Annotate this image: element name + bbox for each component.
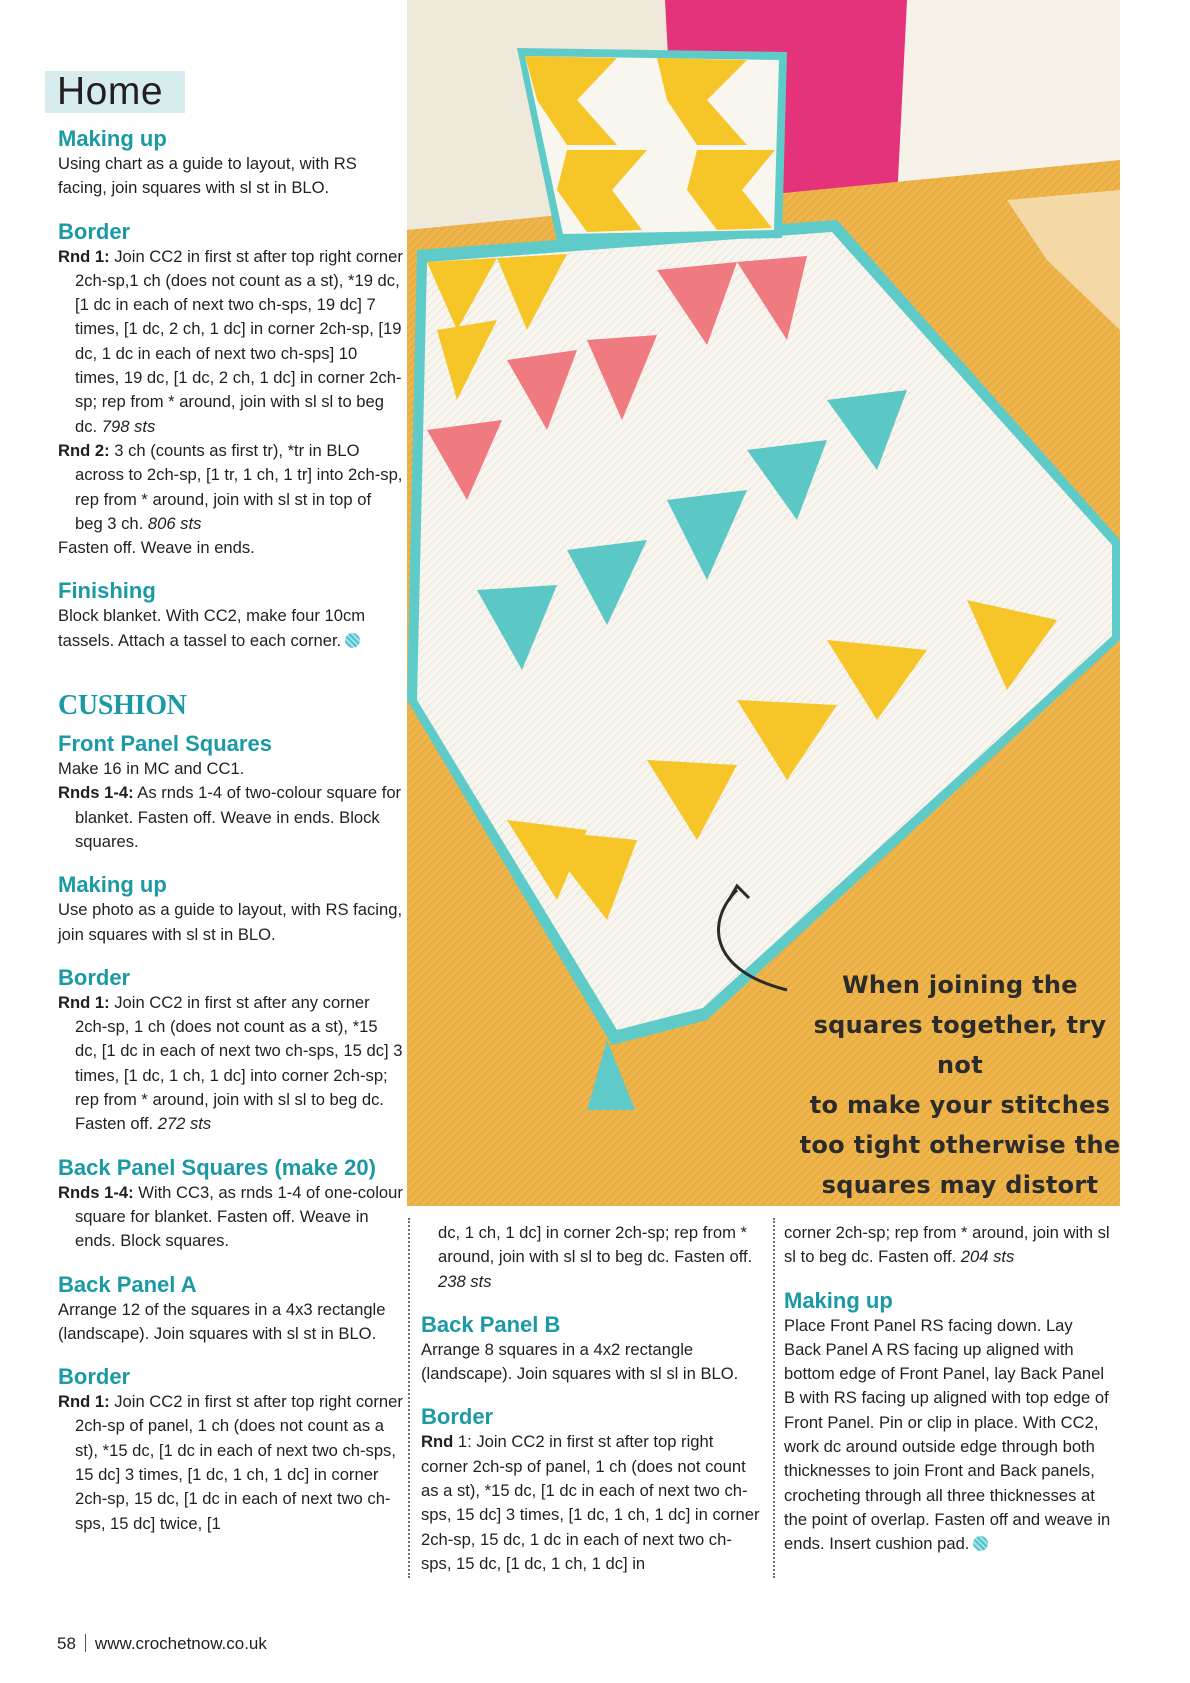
page-footer — [57, 1634, 267, 1654]
yarn-ball-icon — [973, 1536, 988, 1551]
cushion-heading: CUSHION — [58, 690, 187, 722]
rnd-label: Rnd 1: — [58, 992, 110, 1012]
continued-body: corner 2ch-sp; rep from * around, join with sl sl to beg dc. Fasten off. — [784, 1223, 1110, 1267]
yarn-ball-icon — [345, 633, 360, 648]
making-up-2-heading: Making up — [58, 872, 167, 898]
making-up-3-text — [784, 1314, 1114, 1557]
making-up-text: Using chart as a guide to layout, with RS facing, join squares with sl st in BLO. — [58, 154, 357, 198]
section-tag: Home — [45, 71, 185, 113]
continued-text — [421, 1221, 761, 1294]
rnd-text: Join CC2 in first st after any corner 2ch-sp, 1 ch (does not count as a st), *15 dc, [1 dc in each of next two ch-sps, 15 dc] 3 times, [1 dc, 1 ch, 1 dc] into corner 2ch-sp; rep from * around, join with sl sl to beg dc. Fasten off. — [75, 992, 403, 1134]
callout-line: too tight otherwise the — [799, 1131, 1121, 1159]
front-panel-make: Make 16 in MC and CC1. — [58, 759, 245, 779]
making-up-3-heading: Making up — [784, 1287, 893, 1313]
making-up-3-body: Place Front Panel RS facing down. Lay Back Panel A RS facing up aligned with bottom edge of Front Panel, lay Back Panel B with RS facing up aligned with top edge of Front Panel. Pin or clip in place. With CC2, work dc around outside edge through both thicknesses to join Front and Back panels, crocheting through all three thicknesses at the point of overlap. Fasten off and weave in ends. Insert cushion pad. — [784, 1315, 1111, 1554]
column-1 — [58, 126, 403, 1536]
stitch-count: 204 sts — [960, 1247, 1015, 1267]
finishing-heading: Finishing — [58, 578, 156, 604]
column-3 — [784, 1221, 1114, 1557]
rnd-label: Rnd — [421, 1432, 454, 1452]
rnd-label: Rnd 1: — [58, 246, 110, 266]
stitch-count: 798 sts — [101, 416, 156, 436]
rnd-text: With CC3, as rnds 1-4 of one-colour square for blanket. Fasten off. Weave in ends. Block squares. — [75, 1182, 403, 1251]
rnd-text: Join CC2 in first st after top right corner 2ch-sp,1 ch (does not count as a st), *19 dc, [1 dc in each of next two ch-sps, 19 dc] 7 times, [1 dc, 2 ch, 1 dc] in corner 2ch-sp, [19 dc, 1 dc in each of next two ch-sps] 10 times, 19 dc, [1 dc, 2 ch, 1 dc] in corner 2ch-sp; rep from * around, join with sl sl to beg dc. — [75, 246, 403, 436]
stitch-count: 272 sts — [157, 1114, 212, 1134]
fasten-off-text: Fasten off. Weave in ends. — [58, 538, 255, 558]
back-panel-rnds — [58, 1181, 403, 1254]
back-panel-squares-heading: Back Panel Squares (make 20) — [58, 1154, 376, 1180]
tip-callout — [790, 965, 1130, 1205]
rnd-label: Rnd 2: — [58, 440, 110, 460]
page-number: 58 — [57, 1634, 76, 1653]
back-panel-a-heading: Back Panel A — [58, 1271, 197, 1297]
stitch-count: 238 sts — [438, 1271, 492, 1291]
border-3-heading: Border — [58, 1364, 131, 1390]
footer-divider — [85, 1634, 86, 1652]
border-b-heading: Border — [421, 1404, 494, 1430]
callout-line: squares may distort — [821, 1171, 1099, 1199]
rnd-label: Rnds 1-4: — [58, 1182, 134, 1202]
callout-line: squares together, try not — [813, 1011, 1107, 1079]
back-panel-b-text: Arrange 8 squares in a 4x2 rectangle (landscape). Join squares with sl sl in BLO. — [421, 1339, 739, 1384]
border-rnd-1 — [58, 245, 403, 439]
border-2-heading: Border — [58, 964, 131, 990]
callout-line: When joining the — [842, 971, 1078, 999]
column-2 — [421, 1221, 761, 1576]
rnd-text: Join CC2 in first st after top right corner 2ch-sp of panel, 1 ch (does not count as a st), *15 dc, [1 dc in each of next two ch-sps, 15 dc] 3 times, [1 dc, 1 ch, 1 dc] in corner 2ch-sp, 15 dc, [1 dc in each of next two ch-sps, 15 dc] twice, [1 — [75, 1392, 403, 1533]
footer-url[interactable]: www.crochetnow.co.uk — [94, 1634, 267, 1653]
border-b-rnd-1 — [421, 1430, 761, 1576]
rnd-label: Rnd 1: — [58, 1392, 110, 1412]
rnd-text: 3 ch (counts as first tr), *tr in BLO across to 2ch-sp, [1 tr, 1 ch, 1 tr] into 2ch-sp, rep from * around, join with sl st in top of beg 3 ch. — [75, 440, 403, 533]
making-up-heading: Making up — [58, 126, 167, 151]
rnd-text: 1: Join CC2 in first st after top right corner 2ch-sp of panel, 1 ch (does not count as a st), *15 dc, [1 dc in each of next two ch-sps, 15 dc] 3 times, [1 dc, 1 ch, 1 dc] in corner 2ch-sp, 15 dc, 1 dc in each of next two ch-sps, 15 dc, [1 dc, 1 ch, 1 dc] in — [421, 1432, 760, 1573]
border-2-rnd-1 — [58, 991, 403, 1137]
border-3-rnd-1 — [58, 1390, 403, 1536]
front-panel-rnds — [58, 781, 403, 854]
stitch-count: 806 sts — [147, 513, 202, 533]
column-divider — [408, 1218, 410, 1578]
rnd-label: Rnds 1-4: — [58, 783, 134, 803]
continued-text — [784, 1221, 1114, 1270]
finishing-body: Block blanket. With CC2, make four 10cm tassels. Attach a tassel to each corner. — [58, 606, 366, 650]
border-rnd-2 — [58, 439, 403, 536]
callout-line: to make your stitches — [809, 1091, 1111, 1119]
yellow-cushion — [517, 48, 787, 242]
border-heading: Border — [58, 218, 131, 244]
column-divider — [773, 1218, 775, 1578]
back-panel-a-text: Arrange 12 of the squares in a 4x3 rectangle (landscape). Join squares with sl st in BLO. — [58, 1299, 386, 1343]
back-panel-b-heading: Back Panel B — [421, 1311, 561, 1337]
rnd-text: As rnds 1-4 of two-colour square for blanket. Fasten off. Weave in ends. Block squares. — [75, 783, 402, 851]
finishing-text — [58, 604, 403, 653]
continued-body: dc, 1 ch, 1 dc] in corner 2ch-sp; rep from * around, join with sl sl to beg dc. Fasten off. — [438, 1223, 753, 1267]
making-up-2-text: Use photo as a guide to layout, with RS facing, join squares with sl st in BLO. — [58, 900, 403, 944]
front-panel-heading: Front Panel Squares — [58, 731, 272, 757]
